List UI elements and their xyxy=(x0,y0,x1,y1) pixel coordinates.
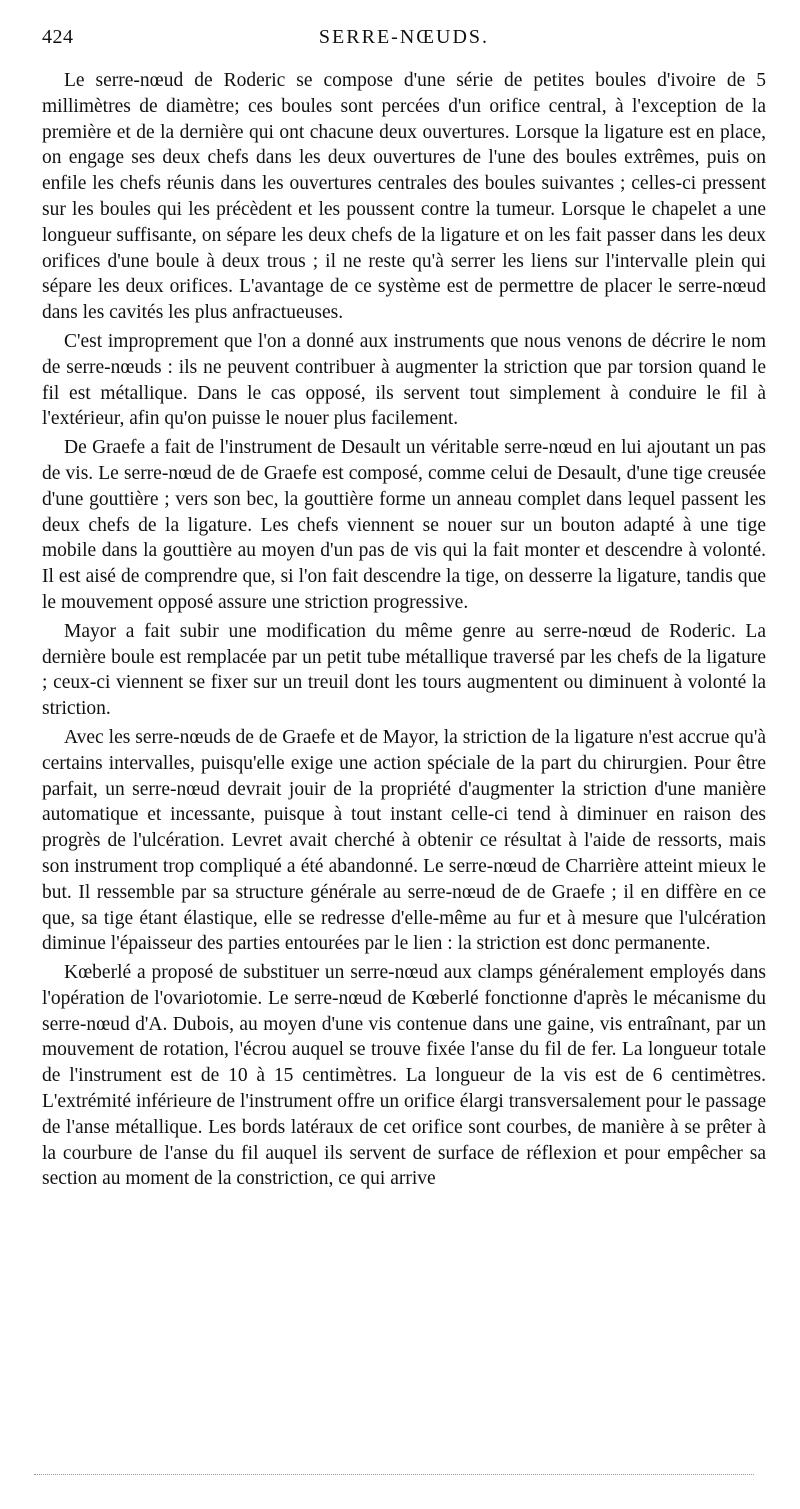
paragraph-koeberle: Kœberlé a proposé de substituer un serre-nœud aux clamps généralement employés dans l'opération de l'ovariotomie. Le serre-nœud de Kœberlé fonctionne d'après le mécanisme du serre-nœud d'A. Dubois, au moyen d'une vis contenue dans une gaine, vis entraînant, par un mouvement de rotation, l'écrou auquel se trouve fixée l'anse du fil de fer. La longueur totale de l'instrument est de 10 à 15 centimètres. La longueur de la vis est de 6 centimètres. L'extrémité inférieure de l'instrument offre un orifice élargi transversalement pour le passage de l'anse métallique. Les bords latéraux de cet orifice sont courbes, de manière à se prêter à la courbure de l'anse du fil auquel ils servent de surface de réflexion et pour empêcher sa section au moment de la constriction, ce qui arrive xyxy=(42,962,766,1190)
paragraph-mayor: Mayor a fait subir une modification du même genre au serre-nœud de Roderic. La dernière boule est remplacée par un petit tube métallique traversé par les chefs de la ligature ; ceux-ci viennent se fixer sur un treuil dont les tours augmentent ou diminuent à volonté la striction. xyxy=(42,620,766,720)
paragraph-improprement: C'est improprement que l'on a donné aux instruments que nous venons de décrire le nom de serre-nœuds : ils ne peuvent contribuer à augmenter la striction que par torsion quand le fil est métallique. Dans le cas opposé, ils servent tout simplement à conduire le fil à l'extérieur, afin qu'on puisse le nouer plus facilement. xyxy=(42,330,766,430)
paragraph-de-graefe: De Graefe a fait de l'instrument de Desault un véritable serre-nœud en lui ajoutant un pas de vis. Le serre-nœud de de Graefe est composé, comme celui de Desault, d'une tige creusée d'une gouttière ; vers son bec, la gouttière forme un anneau complet dans lequel passent les deux chefs de la ligature. Les chefs viennent se nouer sur un bouton adapté à une tige mobile dans la gouttière au moyen d'un pas de vis qui la fait monter et descendre à volonté. Il est aisé de comprendre que, si l'on fait descendre la tige, on desserre la ligature, tandis que le mouvement opposé assure une striction progressive. xyxy=(42,437,766,613)
page-header xyxy=(42,26,766,56)
page-number: 424 xyxy=(42,26,74,48)
paragraph-roderic: Le serre-nœud de Roderic se compose d'une série de petites boules d'ivoire de 5 millimètres de diamètre; ces boules sont percées d'un orifice central, à l'exception de la première et de la dernière qui ont chacune deux ouvertures. Lorsque la ligature est en place, on engage ses deux chefs dans les deux ouvertures de l'une des boules extrêmes, puis on enfile les chefs réunis dans les ouvertures centrales des boules suivantes ; celles-ci pressent sur les boules qui les précèdent et les poussent contre la tumeur. Lorsque le chapelet a une longueur suffisante, on sépare les deux chefs de la ligature et on les fait passer dans les deux orifices d'une boule à deux trous ; il ne reste qu'à serrer les liens sur l'intervalle plein qui sépare les deux orifices. L'avantage de ce système est de permettre de placer le serre-nœud dans les cavités les plus anfractueuses. xyxy=(42,70,766,324)
running-title: SERRE-NŒUDS. xyxy=(318,26,490,48)
book-page xyxy=(42,26,766,1195)
footnote-divider xyxy=(34,1474,754,1475)
paragraph-striction: Avec les serre-nœuds de de Graefe et de Mayor, la striction de la ligature n'est accrue qu'à certains intervalles, puisqu'elle exige une action spéciale de la part du chirurgien. Pour être parfait, un serre-nœud devrait jouir de la propriété d'augmenter la striction d'une manière automatique et incessante, puisque à tout instant celle-ci tend à diminuer en raison des progrès de l'ulcération. Levret avait cherché à obtenir ce résultat à l'aide de ressorts, mais son instrument trop compliqué a été abandonné. Le serre-nœud de Charrière atteint mieux le but. Il ressemble par sa structure générale au serre-nœud de de Graefe ; il en diffère en ce que, sa tige étant élastique, elle se redresse d'elle-même au fur et à mesure que l'ulcération diminue l'épaisseur des parties entourées par le lien : la striction est donc permanente. xyxy=(42,726,766,955)
body-text xyxy=(42,68,766,1192)
